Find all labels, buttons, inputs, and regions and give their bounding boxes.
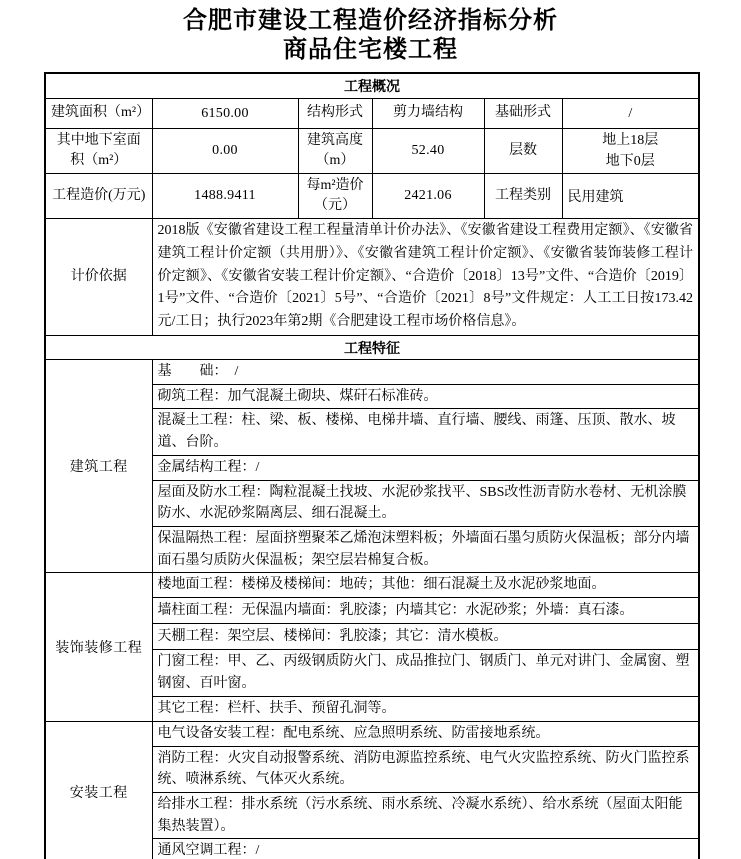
floors-label: 层数 (484, 129, 562, 174)
feature-item-floor: 楼地面工程：楼梯及楼梯间：地砖；其他：细石混凝土及水泥砂浆地面。 (152, 573, 699, 598)
floors-value (562, 129, 699, 174)
page-title-line1: 合肥市建设工程造价经济指标分析 (183, 8, 558, 34)
overview-section-header: 工程概况 (45, 73, 699, 99)
feature-item-doors-windows: 门窗工程：甲、乙、丙级钢质防火门、成品推拉门、钢质门、单元对讲门、金属窗、塑钢窗、百叶窗。 (152, 650, 699, 696)
structure-type-value: 剪力墙结构 (372, 99, 484, 129)
feature-item-electrical: 电气设备安装工程：配电系统、应急照明系统、防雷接地系统。 (152, 721, 699, 746)
feature-item-roof-waterproof: 屋面及防水工程：陶粒混凝土找坡、水泥砂浆找平、SBS改性沥青防水卷材、无机涂膜防水、水泥砂浆隔离层、细石混凝土。 (152, 480, 699, 526)
page-title-line2: 商品住宅楼工程 (283, 37, 458, 64)
project-cost-label: 工程造价(万元) (45, 174, 152, 219)
pricing-basis-text: 2018版《安徽省建设工程工程量清单计价办法》、《安徽省建设工程费用定额》、《安徽省建筑工程计价定额（共用册）》、《安徽省建筑工程计价定额》、《安徽省装饰装修工程计价定额》、《安徽省安装工程计价定额》、“合造价〔2018〕13号”文件、“合造价〔2019〕1号”文件、“合造价〔2021〕5号”、“合造价〔2021〕8号”文件规定：人工工日按173.42元/工日；执行2023年第2期《合肥建设工程市场价格信息》。 (152, 219, 699, 336)
feature-item-other-works: 其它工程：栏杆、扶手、预留孔洞等。 (152, 696, 699, 721)
building-area-value: 6150.00 (152, 99, 298, 129)
building-area-label: 建筑面积（m²） (45, 99, 152, 129)
structure-type-label: 结构形式 (298, 99, 372, 129)
group-label-construction: 建筑工程 (45, 360, 152, 573)
feature-item-foundation: 基 础： / (152, 360, 699, 385)
foundation-type-value: / (562, 99, 699, 129)
feature-item-ceiling: 天棚工程：架空层、楼梯间：乳胶漆；其它：清水模板。 (152, 624, 699, 650)
project-category-value: 民用建筑 (562, 174, 699, 219)
page-title (0, 7, 741, 66)
feature-item-fire-protection: 消防工程：火灾自动报警系统、消防电源监控系统、电气火灾监控系统、防火门监控系统、喷淋系统、气体灭火系统。 (152, 746, 699, 792)
basement-area-value: 0.00 (152, 129, 298, 174)
project-cost-value: 1488.9411 (152, 174, 298, 219)
project-category-label: 工程类别 (484, 174, 562, 219)
floors-above: 地上18层 (602, 133, 659, 149)
floors-below: 地下0层 (605, 154, 655, 170)
group-label-decoration: 装饰装修工程 (45, 573, 152, 721)
foundation-type-label: 基础形式 (484, 99, 562, 129)
feature-item-hvac: 通风空调工程：/ (152, 839, 699, 859)
feature-item-concrete: 混凝土工程：柱、梁、板、楼梯、电梯井墙、直行墙、腰线、雨篷、压顶、散水、坡道、台阶。 (152, 409, 699, 455)
feature-item-metal-structure: 金属结构工程：/ (152, 455, 699, 480)
building-height-value: 52.40 (372, 129, 484, 174)
unit-cost-label: 每m²造价（元） (298, 174, 372, 219)
feature-item-masonry: 砌筑工程：加气混凝土砌块、煤矸石标准砖。 (152, 384, 699, 409)
pricing-basis-label: 计价依据 (45, 219, 152, 336)
indicator-table (44, 72, 700, 859)
building-height-label: 建筑高度（m） (298, 129, 372, 174)
group-label-installation: 安装工程 (45, 721, 152, 859)
feature-item-insulation: 保温隔热工程：屋面挤塑聚苯乙烯泡沫塑料板；外墙面石墨匀质防火保温板；部分内墙面石墨匀质防火保温板；架空层岩棉复合板。 (152, 526, 699, 572)
feature-item-plumbing: 给排水工程：排水系统（污水系统、雨水系统、冷凝水系统）、给水系统（屋面太阳能集热装置）。 (152, 793, 699, 839)
features-section-header: 工程特征 (45, 336, 699, 360)
feature-item-wall-column: 墙柱面工程：无保温内墙面：乳胶漆；内墙其它：水泥砂浆；外墙：真石漆。 (152, 598, 699, 624)
unit-cost-value: 2421.06 (372, 174, 484, 219)
basement-area-label: 其中地下室面积（m²） (45, 129, 152, 174)
